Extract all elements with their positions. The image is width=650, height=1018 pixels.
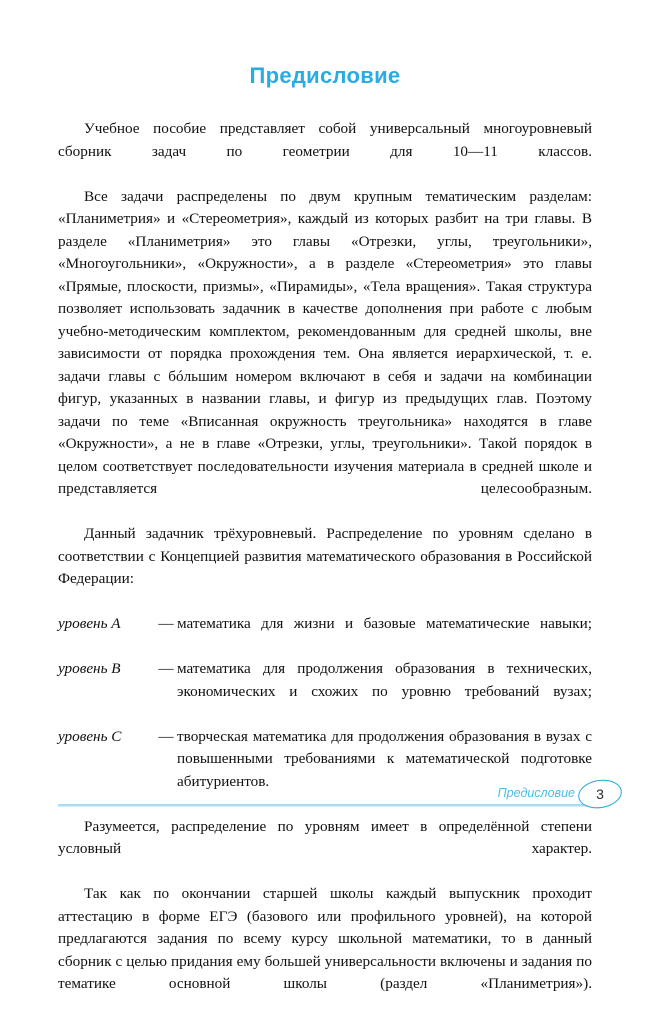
level-label-c: уровень C (58, 727, 122, 745)
level-dash-a: — (158, 615, 174, 632)
level-item-a (58, 613, 592, 658)
level-text-a: математика для жизни и базовые математические навыки; (177, 615, 592, 632)
page-title: Предисловие (249, 63, 401, 88)
paragraph-conditional: Разумеется, распределение по уровням имеет в определённой степени условный характер. (58, 817, 592, 857)
page-number-badge (578, 780, 624, 810)
level-text-c: творческая математика для продолжения образования в вузах с повышенными требованиями к математической подготовке абитуриентов. (177, 727, 592, 790)
paragraph-structure: Все задачи распределены по двум крупным тематическим разделам: «Планиметрия» и «Стереометрия», каждый из которых разбит на три главы. В разделе «Планиметрия» это главы «Отрезки, углы, треугольники», «Многоугольники», «Окружности», а в разделе «Стереометрия» это главы «Прямые, плоскости, призмы», «Пирамиды», «Тела вращения». Такая структура позволяет использовать задачник в качестве дополнения при работе с любым учебно-методическим комплектом, рекомендованным для средней школы, вне зависимости от порядка прохождения тем. Она является иерархической, т. е. задачи главы с бóльшим номером включают в себя и задачи на комбинации фигур, указанных в названии главы, и фигур из предыдущих глав. Поэтому задачи по теме «Вписанная окружность треугольника» находятся в главе «Окружности», а не в главе «Отрезки, углы, треугольники». Такой порядок в целом соответствует последовательности изучения материала в средней школе и представляется целесообразным. (58, 187, 592, 497)
paragraph-ege: Так как по окончании старшей школы каждый выпускник проходит аттестацию в форме ЕГЭ (базового или профильного уровней), на которой предлагаются задания по всему курсу школьной математики, то в данный сборник с целью придания ему большей универсальности включены и задания по тематике основной школы (раздел «Планиметрия»). (58, 885, 592, 992)
level-label-a: уровень A (58, 615, 121, 632)
level-label-b: уровень B (58, 660, 121, 677)
body-column (58, 118, 592, 1018)
paragraph-intro: Учебное пособие представляет собой универсальный многоуровневый сборник задач по геометрии для 10—11 классов. (58, 120, 592, 160)
level-dash-c: — (158, 727, 174, 745)
footer-divider-shadow (58, 806, 592, 807)
level-dash-b: — (158, 660, 174, 677)
level-text-b: математика для продолжения образования в технических, экономических и схожих по уровню требований вузах; (177, 660, 592, 700)
page-number: 3 (596, 786, 604, 802)
footer-section-label: Предисловие (497, 786, 575, 800)
level-item-b (58, 658, 592, 726)
paragraph-levels-intro: Данный задачник трёхуровневый. Распределение по уровням сделано в соответствии с Концепцией развития математического образования в Российской Федерации: (58, 525, 592, 587)
page-footer (0, 782, 650, 832)
